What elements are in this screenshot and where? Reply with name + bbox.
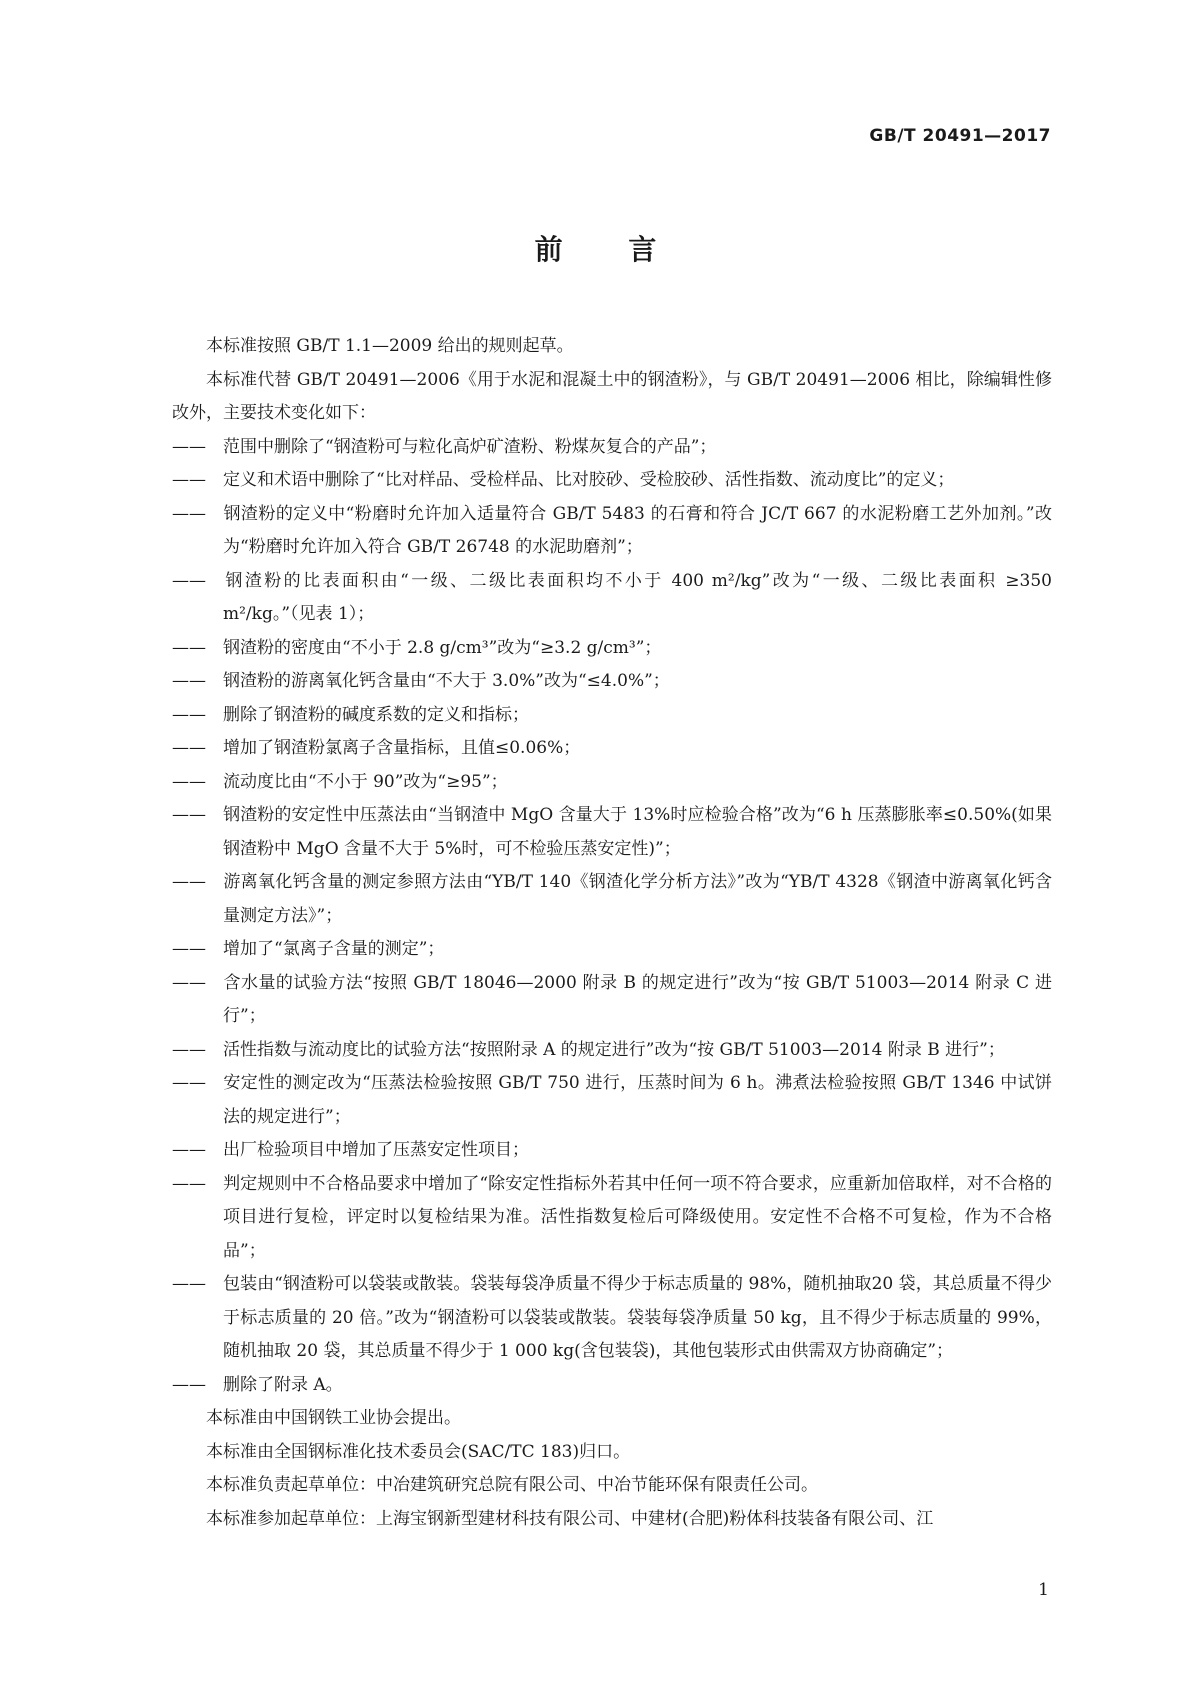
list-dash: —— bbox=[172, 704, 206, 725]
list-dash: —— bbox=[172, 771, 206, 792]
list-dash: —— bbox=[172, 872, 206, 892]
list-dash: —— bbox=[172, 637, 206, 658]
list-item-text: 钢渣粉的密度由“不小于 2.8 g/cm³”改为“≥3.2 g/cm³”； bbox=[223, 637, 662, 658]
list-item bbox=[172, 632, 1052, 666]
document-body bbox=[172, 330, 1052, 1536]
list-dash: —— bbox=[172, 503, 206, 524]
list-dash: —— bbox=[172, 972, 206, 993]
list-item bbox=[172, 1369, 1052, 1403]
list-dash: —— bbox=[172, 805, 206, 825]
list-item bbox=[172, 1268, 1052, 1369]
list-item-text: 增加了“氯离子含量的测定”； bbox=[223, 939, 445, 959]
list-item bbox=[172, 732, 1052, 766]
list-dash: —— bbox=[172, 1173, 206, 1194]
list-item-text: 包装由“钢渣粉可以袋装或散装。袋装每袋净质量不得少于标志质量的 98%，随机抽取20 袋，其总质量不得少于标志质量的 20 倍。”改为“钢渣粉可以袋装或散装。袋装每袋净质量 50 kg，且不得少于标志质量的 99%，随机抽取 20 袋，其总质量不得少于 1 000 kg(含包装袋)，其他包装形式由供需双方协商确定”； bbox=[223, 1274, 1052, 1361]
standard-code: GB/T 20491—2017 bbox=[869, 126, 1051, 146]
list-item bbox=[172, 933, 1052, 967]
list-item-text: 判定规则中不合格品要求中增加了“除安定性指标外若其中任何一项不符合要求，应重新加倍取样，对不合格的项目进行复检，评定时以复检结果为准。活性指数复检后可降级使用。安定性不合格不可复检，作为不合格品”； bbox=[223, 1173, 1052, 1261]
list-dash: —— bbox=[172, 1140, 206, 1160]
list-item bbox=[172, 967, 1052, 1034]
list-item-text: 活性指数与流动度比的试验方法“按照附录 A 的规定进行”改为“按 GB/T 51003—2014 附录 B 进行”； bbox=[223, 1039, 1005, 1060]
list-item bbox=[172, 1034, 1052, 1068]
list-dash: —— bbox=[172, 1073, 206, 1093]
list-item bbox=[172, 665, 1052, 699]
list-item bbox=[172, 1067, 1052, 1134]
paragraph: 本标准按照 GB/T 1.1—2009 给出的规则起草。 bbox=[206, 336, 574, 356]
list-dash: —— bbox=[172, 436, 206, 457]
list-dash: —— bbox=[172, 1039, 206, 1060]
list-item-text: 钢渣粉的安定性中压蒸法由“当钢渣中 MgO 含量大于 13%时应检验合格”改为“6 h 压蒸膨胀率≤0.50%(如果钢渣粉中 MgO 含量不大于 5%时，可不检验压蒸安定性)”； bbox=[223, 805, 1052, 859]
list-item bbox=[172, 766, 1052, 800]
paragraph: 本标准代替 GB/T 20491—2006《用于水泥和混凝土中的钢渣粉》，与 GB/T 20491—2006 相比，除编辑性修改外，主要技术变化如下： bbox=[172, 369, 1052, 423]
paragraph: 本标准由中国钢铁工业协会提出。 bbox=[206, 1408, 461, 1428]
list-item-text: 增加了钢渣粉氯离子含量指标，且值≤0.06%； bbox=[223, 738, 581, 758]
list-item-text: 删除了附录 A。 bbox=[223, 1374, 343, 1395]
list-item bbox=[172, 1134, 1052, 1168]
list-dash: —— bbox=[172, 570, 206, 591]
paragraph: 本标准由全国钢标准化技术委员会(SAC/TC 183)归口。 bbox=[206, 1441, 631, 1462]
list-item bbox=[172, 464, 1052, 498]
closing-paragraphs bbox=[172, 1402, 1052, 1536]
list-item-text: 含水量的试验方法“按照 GB/T 18046—2000 附录 B 的规定进行”改为“按 GB/T 51003—2014 附录 C 进行”； bbox=[223, 972, 1052, 1026]
list-item-text: 安定性的测定改为“压蒸法检验按照 GB/T 750 进行，压蒸时间为 6 h。沸煮法检验按照 GB/T 1346 中试饼法的规定进行”； bbox=[223, 1073, 1052, 1127]
list-item-text: 出厂检验项目中增加了压蒸安定性项目； bbox=[223, 1140, 529, 1160]
change-list bbox=[172, 431, 1052, 1403]
list-item-text: 钢渣粉的定义中“粉磨时允许加入适量符合 GB/T 5483 的石膏和符合 JC/T 667 的水泥粉磨工艺外加剂。”改为“粉磨时允许加入符合 GB/T 26748 的水泥助磨剂”； bbox=[223, 503, 1052, 557]
intro-paragraphs bbox=[172, 330, 1052, 431]
list-item bbox=[172, 498, 1052, 565]
list-dash: —— bbox=[172, 1274, 206, 1294]
list-dash: —— bbox=[172, 738, 206, 758]
list-item-text: 游离氧化钙含量的测定参照方法由“YB/T 140《钢渣化学分析方法》”改为“YB/T 4328《钢渣中游离氧化钙含量测定方法》”； bbox=[223, 872, 1052, 926]
list-item-text: 钢渣粉的比表面积由“一级、二级比表面积均不小于 400 m²/kg”改为“一级、二级比表面积 ≥350 m²/kg。”（见表 1）； bbox=[223, 570, 1052, 624]
list-item-text: 删除了钢渣粉的碱度系数的定义和指标； bbox=[223, 704, 529, 725]
list-item-text: 定义和术语中删除了“比对样品、受检样品、比对胶砂、受检胶砂、活性指数、流动度比”的定义； bbox=[223, 470, 955, 490]
list-dash: —— bbox=[172, 1374, 206, 1395]
list-dash: —— bbox=[172, 671, 206, 691]
list-item bbox=[172, 1168, 1052, 1269]
list-item bbox=[172, 431, 1052, 465]
page-title: 前 言 bbox=[534, 233, 685, 266]
paragraph: 本标准负责起草单位：中冶建筑研究总院有限公司、中冶节能环保有限责任公司。 bbox=[206, 1475, 818, 1495]
list-item bbox=[172, 799, 1052, 866]
list-item bbox=[172, 565, 1052, 632]
list-dash: —— bbox=[172, 939, 206, 959]
list-item-text: 钢渣粉的游离氧化钙含量由“不大于 3.0%”改为“≤4.0%”； bbox=[223, 671, 670, 691]
list-item-text: 范围中删除了“钢渣粉可与粒化高炉矿渣粉、粉煤灰复合的产品”； bbox=[223, 436, 717, 457]
list-dash: —— bbox=[172, 470, 206, 490]
list-item bbox=[172, 866, 1052, 933]
list-item-text: 流动度比由“不小于 90”改为“≥95”； bbox=[223, 771, 508, 792]
list-item bbox=[172, 699, 1052, 733]
page-number: 1 bbox=[1038, 1580, 1049, 1600]
paragraph: 本标准参加起草单位：上海宝钢新型建材科技有限公司、中建材(合肥)粉体科技装备有限公司、江 bbox=[206, 1508, 934, 1529]
